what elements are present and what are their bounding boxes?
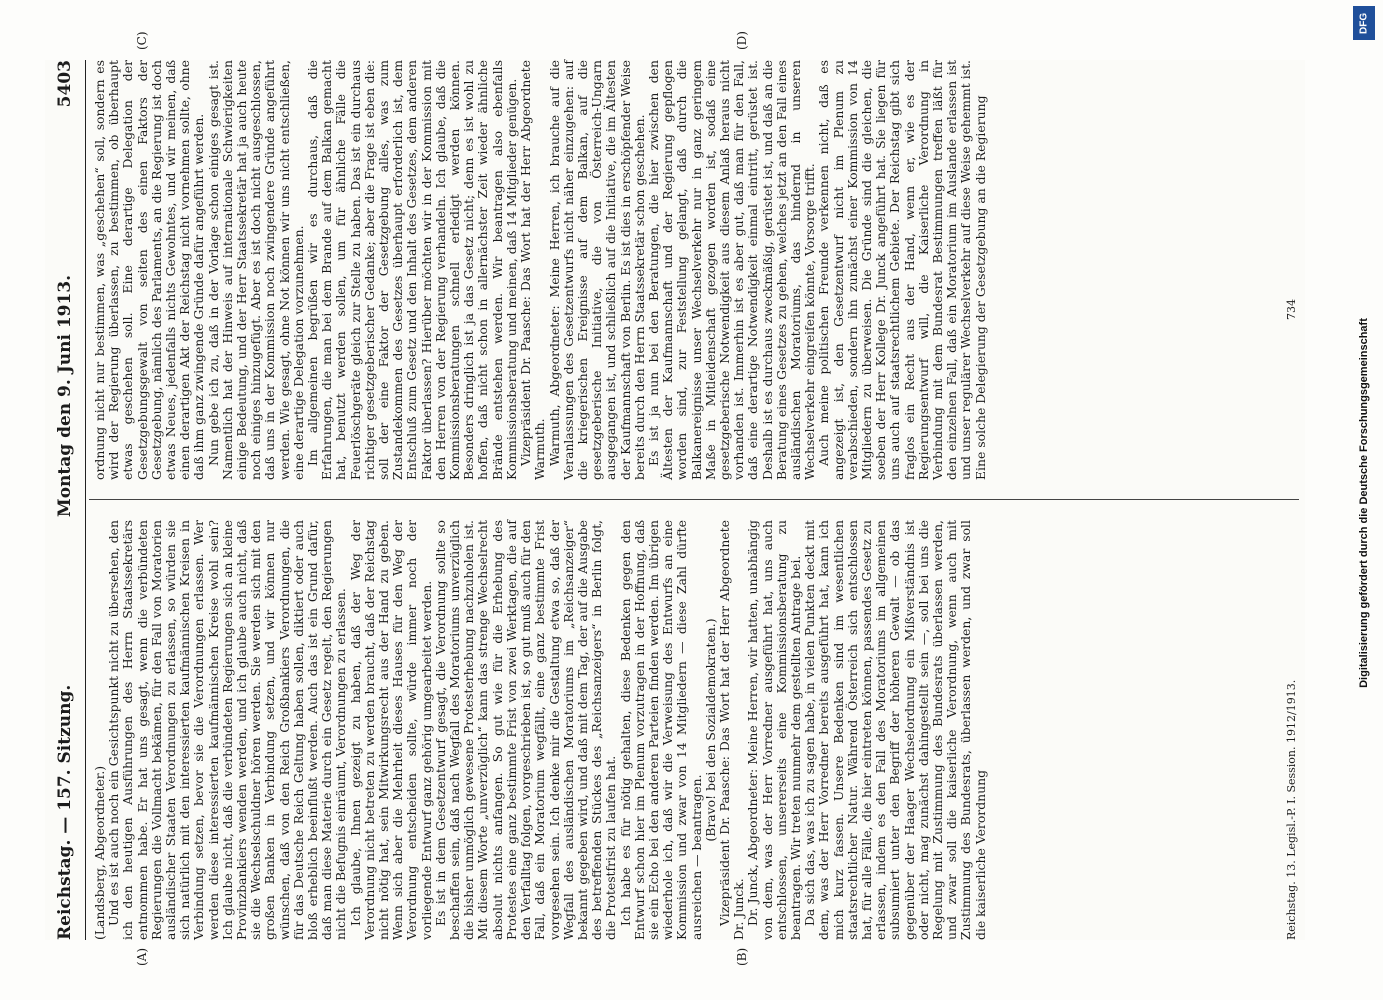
paragraph: Warmuth, Abgeordneter: Meine Herren, ich brauche auf die Veranlassungen des Gesetzentwurfs nicht näher einzugehen: auf die kriegerischen Ereignisse auf dem Balkan, auf die gesetzgeberische Initiative, die von Österreich-Ungarn ausgegangen ist, und schließlich auf die Initiative, die im Ältesten der Kaufmannschaft von Berlin. Es ist dies in erschöpfender Weise bereits durch den Herrn Staatssekretär schon geschehen. xyxy=(546,60,647,480)
right-column xyxy=(93,60,988,480)
paragraph: Es ist in dem Gesetzentwurf gesagt, die Verordnung sollte so beschaffen sein, daß nach Wegfall des Moratoriums unverzüglich die bisher unmöglich gewesene Protesterhebung nachzuholen ist. Mit diesem Worte „unverzüglich“ kann das strenge Wechselrecht absolut nichts anfangen. So gut wie für die Erhebung des Protestes eine ganz bestimmte Frist von zwei Werktagen, die auf den Verfalltag folgen, vorgeschrieben ist, so gut muß auch für den Fall, daß ein Moratorium wegfällt, eine ganz bestimmte Frist vorgesehen sein. Ich denke mir die Gestaltung etwa so, daß der Wegfall des ausländischen Moratoriums im „Reichsanzeiger“ bekannt gegeben wird, und daß mit dem Tag, der auf die Ausgabe des betreffenden Stückes des „Reichsanzeigers“ in Berlin folgt, die Protestfrist zu laufen hat. xyxy=(432,520,619,940)
paragraph: Nun gebe ich zu, daß in der Vorlage schon einiges gesagt ist. Namentlich hat der Hinweis auf internationale Schwierigkeiten einige Bedeutung, und der Herr Staatssekretär hat ja auch heute noch einiges hinzugefügt. Aber es ist doch nicht ausgeschlossen, daß uns in der Kommission noch zwingendere Gründe angeführt werden. Wie gesagt, ohne Not können wir uns nicht entschließen, eine derartige Delegation vorzunehmen. xyxy=(205,60,306,480)
speaker-announcement: Vizepräsident Dr. Paasche: Das Wort hat der Herr Abgeordnete Warmuth. xyxy=(518,60,548,480)
left-column xyxy=(93,520,988,940)
paragraph: Es ist ja nun bei den Beratungen, die hier zwischen den Ältesten der Kaufmannschaft und der Regierung gepflogen worden sind, zur Feststellung gelangt, daß durch die Balkanereignisse unser Wechselverkehr nur in ganz geringem Maße in Mitleidenschaft gezogen worden ist, sodaß eine gesetzgeberische Notwendigkeit aus diesem Anlaß heraus nicht vorhanden ist. Immerhin ist es aber gut, daß man für den Fall, daß eine derartige Notwendigkeit einmal eintritt, gerüstet ist. Deshalb ist es durchaus zweckmäßig, gerüstet ist, und daß an die Beratung eines Gesetzes zu gehen, welches jetzt an den Fall eines ausländischen Moratoriums, das hindernd in unseren Wechselverkehr eingreifen könnte, Vorsorge trifft. xyxy=(645,60,818,480)
page-header xyxy=(45,60,86,940)
paragraph: Auch meine politischen Freunde verkennen nicht, daß es angezeigt ist, den Gesetzentwurf nicht im Plenum zu verabschieden, sondern ihn zunächst einer Kommission von 14 Mitgliedern zu überweisen. Die Gründe sind die gleichen, die soeben der Herr Kollege Dr. Junck angeführt hat. Sie liegen für uns auch auf staatsrechtlichem Gebiete. Der Reichstag gibt sich fraglos ein Recht aus der Hand, wenn er, wie es der Regierungsentwurf will, die Kaiserliche Verordnung in Verbindung mit dem Bundesrat Bestimmungen treffen läßt für den einzelnen Fall, daß ein Moratorium im Auslande erlassen ist und unser regulärer Wechselverkehr auf diese Weise gehemmt ist. Eine solche Delegierung der Gesetzgebung an die Regierung xyxy=(816,60,988,480)
footer-sheet-number: 734 xyxy=(1285,299,1298,320)
header-center: Montag den 9. Juni 1913. xyxy=(55,274,75,518)
header-left: Reichstag. — 157. Sitzung. xyxy=(55,684,75,940)
scanned-page xyxy=(45,31,1305,966)
speaker-attribution: (Landsberg, Abgeordneter.) xyxy=(92,765,107,940)
margin-mark-a: (A) xyxy=(135,947,149,966)
funding-credit: Digitalisierung gefördert durch die Deutsche Forschungsgemeinschaft xyxy=(1358,318,1370,688)
rotated-document xyxy=(45,31,1305,966)
dfg-logo-icon: DFG xyxy=(1353,6,1375,40)
footer-session: Reichstag. 13. Legisl.-P. I. Session. 1912/1913. xyxy=(1285,679,1298,940)
credit-strip xyxy=(1350,8,1378,998)
margin-mark-b: (B) xyxy=(735,947,749,966)
margin-mark-c: (C) xyxy=(135,31,149,50)
paragraph: Ich glaube, Ihnen gezeigt zu haben, daß der Weg der Verordnung nicht betreten zu werden braucht, daß der Reichstag nicht nötig hat, sein Mitwirkungsrecht aus der Hand zu geben. Wenn sich aber die Mehrheit dieses Hauses für den Weg der Verordnung entscheiden sollte, würde immer noch der vorliegende Entwurf ganz gehörig umgearbeitet werden. xyxy=(347,520,434,940)
column-divider xyxy=(89,499,1299,500)
paragraph: Im allgemeinen begrüßen wir es durchaus, daß die Erfahrungen, die man bei dem Brande auf dem Balkan gemacht hat, benutzt werden sollen, um für ähnliche Fälle die Feuerlöschgeräte gleich zur Stelle zu haben. Das ist ein durchaus richtiger gesetzgeberischer Gedanke; aber die Frage ist eben die: soll der eine Faktor der Gesetzgebung alles, was zum Zustandekommen des Gesetzes überhaupt erforderlich ist, dem Entschluß zum Gesetz und den Inhalt des Gesetzes, dem anderen Faktor überlassen? Hierüber möchten wir in der Kommission mit den Herren von der Regierung verhandeln. Ich glaube, daß die Kommissionsberatungen schnell erledigt werden können. Besonders dringlich ist ja das Gesetz nicht; denn es ist wohl zu hoffen, daß nicht schon in allernächster Zeit wieder ähnliche Brände entstehen werden. Wir beantragen also ebenfalls Kommissionsberatung und meinen, daß 14 Mitglieder genügen. xyxy=(305,60,519,480)
paragraph: Da sich das, was ich zu sagen habe, in vielen Punkten deckt mit dem, was der Herr Vorredner bereits ausgeführt hat, kann ich mich kurz fassen. Unsere Bedenken sind im wesentlichen staatsrechtlicher Natur. Während Österreich sich entschlossen hat, für alle Fälle, die hier eintreten können, passendes Gesetz zu erlassen, indem es den Fall des Moratoriums im allgemeinen subsumiert unter den Begriff der höheren Gewalt — ob das gegenüber der Haager Wechselordnung ein Mißverständnis ist oder nicht, mag zunächst dahingestellt sein —, soll bei uns die Regelung mit Zustimmung des Bundesrats überlassen werden, und zwar soll die kaiserliche Verordnung, wenn auch mit Zustimmung des Bundesrats, überlassen werden, und zwar soll die kaiserliche Verordnung xyxy=(802,520,988,940)
paragraph: Und es ist auch noch ein Gesichtspunkt nicht zu übersehen, den ich den heutigen Ausführungen des Herrn Staatssekretärs entnommen habe. Er hat uns gesagt, wenn die verbündeten Regierungen die Vollmacht bekämen, für den Fall von Moratorien ausländischer Staaten Verordnungen zu erlassen, so würden sie sich natürlich mit den interessierten kaufmännischen Kreisen in Verbindung setzen, bevor sie die Verordnungen erlassen. Wer werden diese interessierten kaufmännischen Kreise wohl sein? Ich glaube nicht, daß die verbündeten Regierungen sich an kleine Provinzbankiers wenden werden, und ich glaube auch nicht, daß sie die Wechselschuldner hören werden. Sie werden sich mit den großen Banken in Verbindung setzen, und wir können nur wünschen, daß von den Reich Großbankiers Verordnungen, die für das Deutsche Reich Geltung haben sollen, diktiert oder auch bloß erheblich beeinflußt werden. Auch das ist ein Grund dafür, daß man diese Materie durch ein Gesetz regelt, den Regierungen nicht die Befugnis einräumt, Verordnungen zu erlassen. xyxy=(106,520,349,940)
speaker-announcement: Vizepräsident Dr. Paasche: Das Wort hat der Herr Abgeordnete Dr. Junck. xyxy=(716,520,747,940)
page-number: 5403 xyxy=(55,60,75,108)
paragraph: Dr. Junck, Abgeordneter: Meine Herren, wir hatten, unabhängig von dem, was der Herr Vorredner ausgeführt hat, uns auch entschlossen, unsererseits eine Kommissionsberatung zu beantragen. Wir treten nunmehr dem gestellten Antrage bei. xyxy=(745,520,803,940)
margin-mark-d: (D) xyxy=(735,31,749,50)
paragraph: ordnung nicht nur bestimmen, was „geschehen“ soll, sondern es wird der Regierung überlassen, zu bestimmen, ob überhaupt etwas geschehen soll. Eine derartige Delegation der Gesetzgebungsgewalt von seiten des einen Faktors der Gesetzgebung, nämlich des Parlaments, an die Regierung ist doch etwas Neues, jedenfalls nichts Gewohntes, und wir meinen, daß einen derartigen Akt der Reichstag nicht vornehmen sollte, ohne daß ihm ganz zwingende Gründe dafür angeführt werden. xyxy=(92,60,207,480)
applause-note: (Bravo! bei den Sozialdemokraten.) xyxy=(702,618,718,842)
paragraph: Ich habe es für nötig gehalten, diese Bedenken gegen den Entwurf schon hier im Plenum vorzutragen in der Hoffnung, daß sie ein Echo bei den anderen Parteien finden werden. Im übrigen wiederhole ich, daß wir die Verweisung des Entwurfs an eine Kommission und zwar von 14 Mitgliedern — diese Zahl dürfte ausreichen — beantragen. xyxy=(617,520,704,940)
